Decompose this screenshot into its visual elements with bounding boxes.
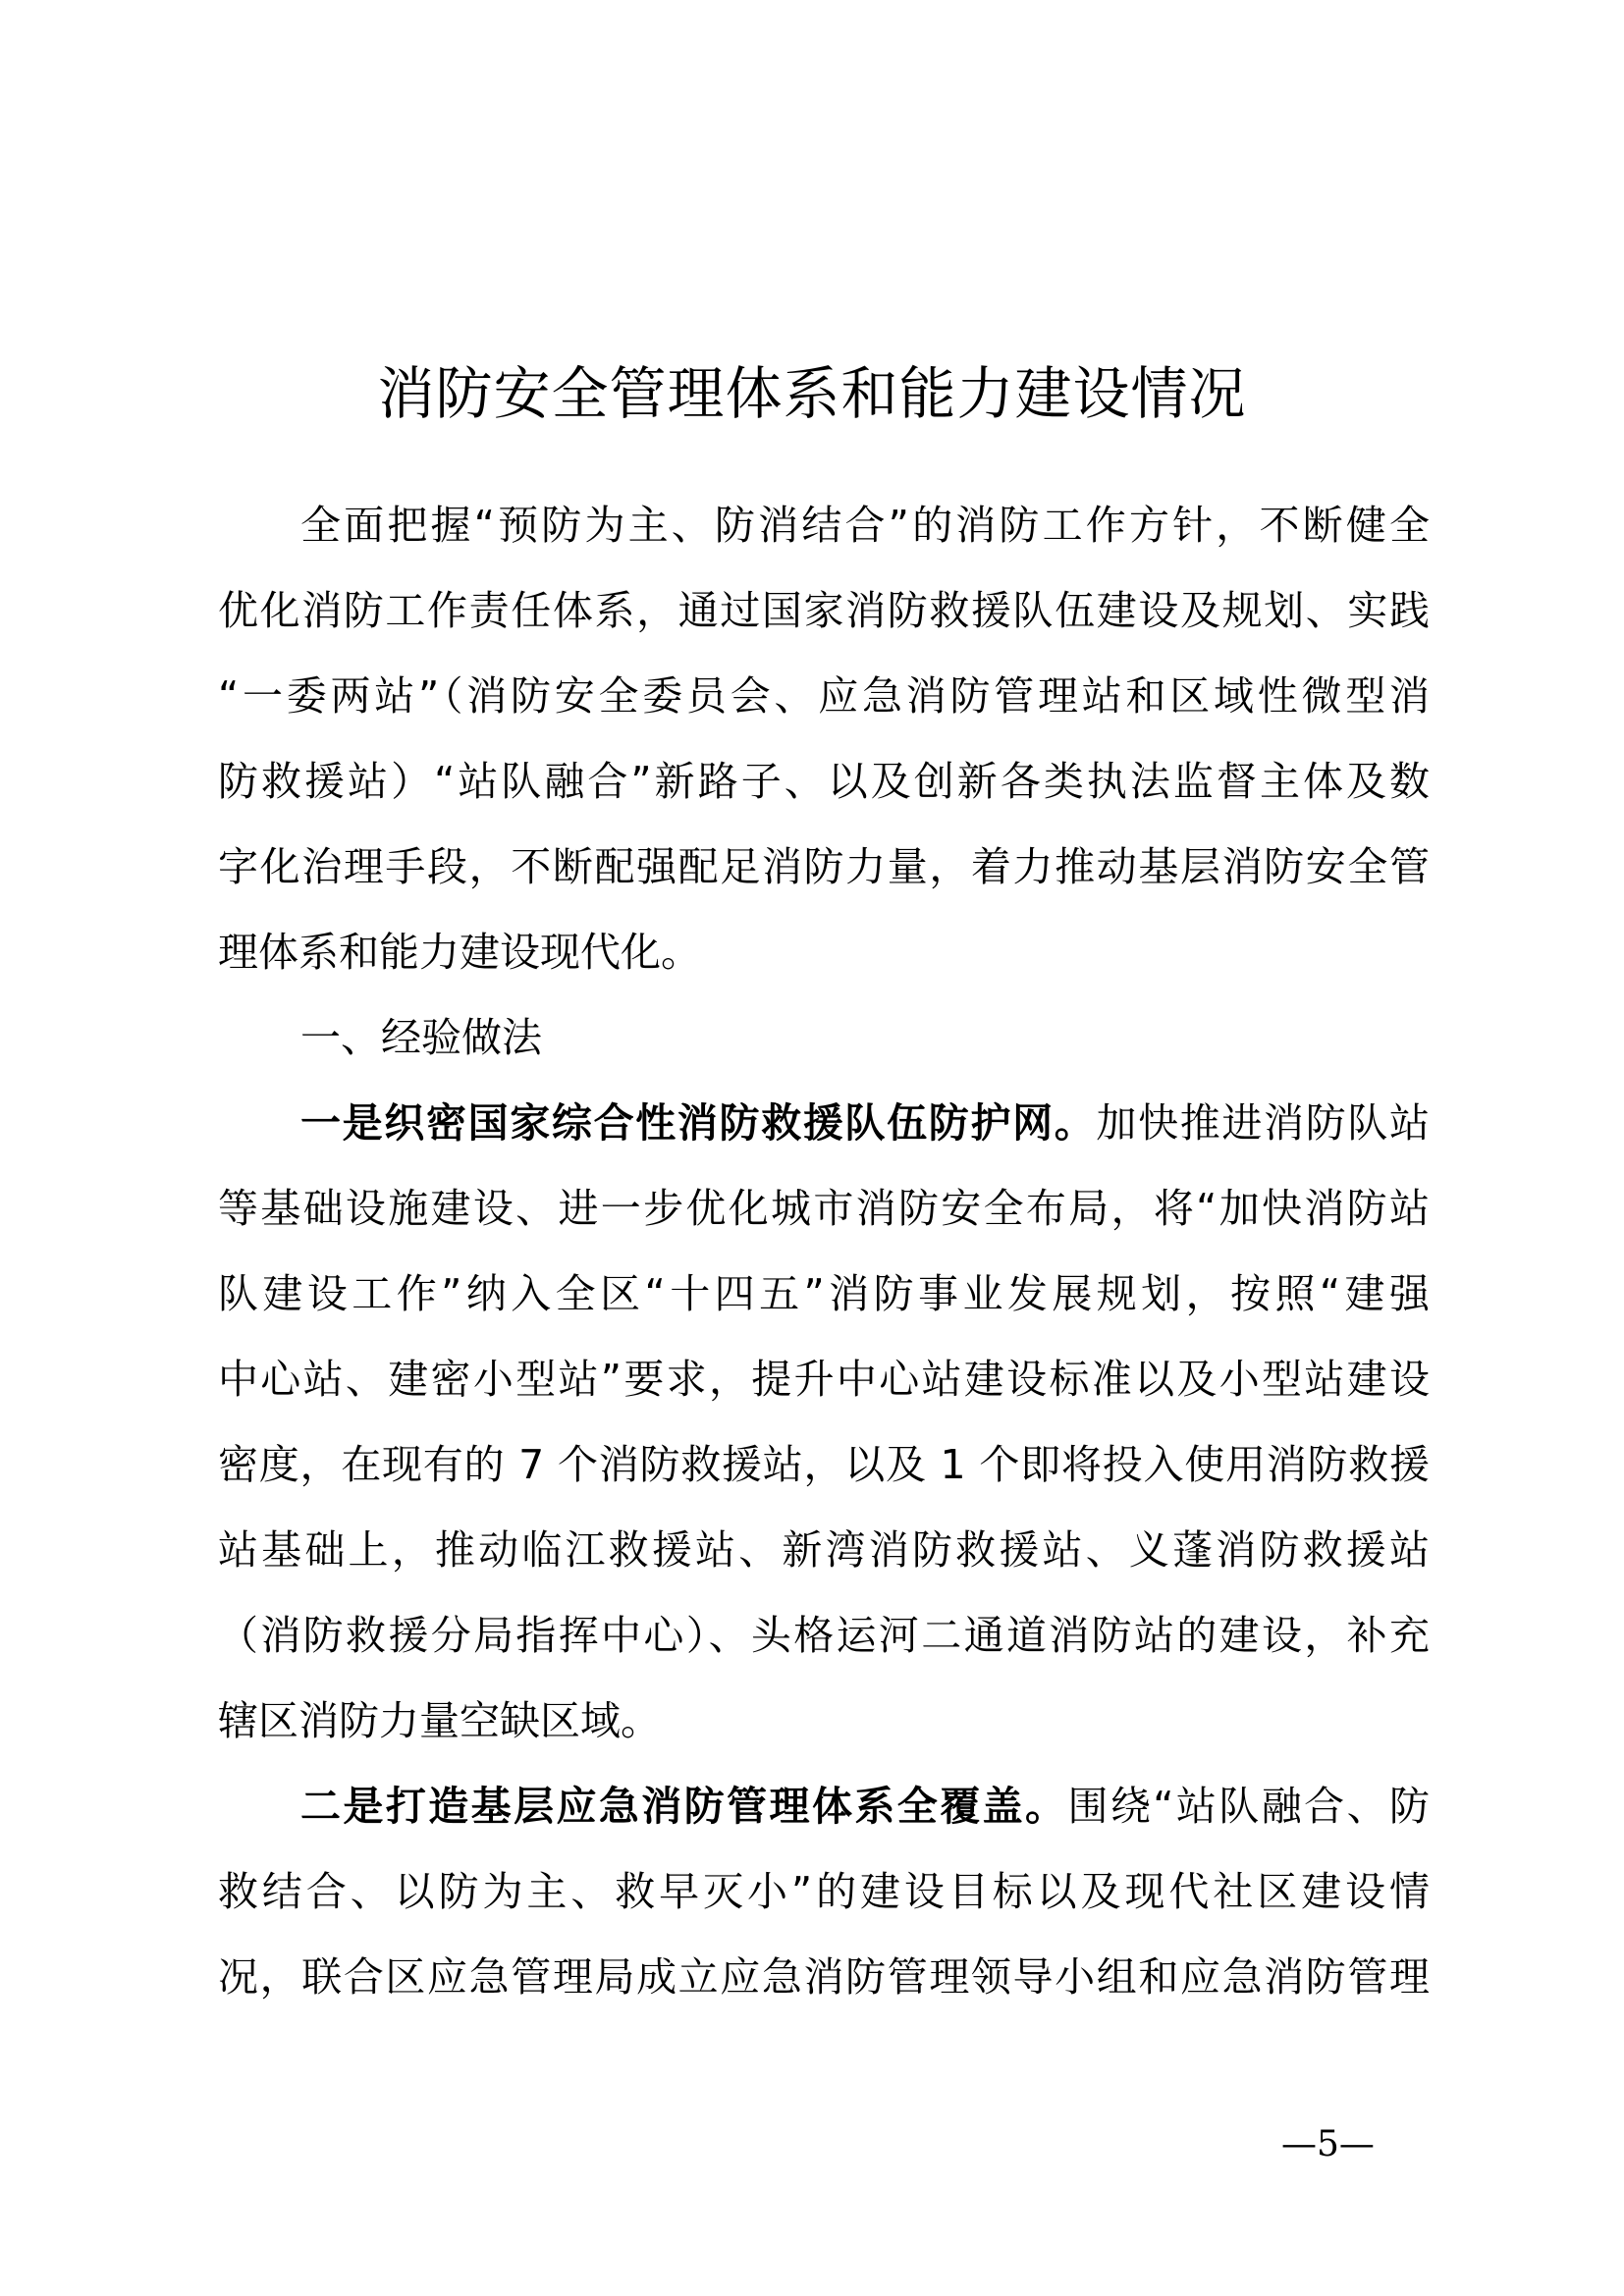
intro-line-1: 全面把握“预防为主、防消结合”的消防工作方针，不断健全 <box>300 502 1430 549</box>
document-title: 消防安全管理体系和能力建设情况 <box>377 359 1247 427</box>
paragraph-one-line-6: 站基础上，推动临江救援站、新湾消防救援站、义蓬消防救援站 <box>218 1526 1430 1574</box>
paragraph-one-line-5: 密度，在现有的 7 个消防救援站，以及 1 个即将投入使用消防救援 <box>218 1441 1430 1488</box>
paragraph-two-line-3: 况，联合区应急管理局成立应急消防管理领导小组和应急消防管理 <box>218 1953 1430 2001</box>
page-number: —5— <box>1281 2124 1375 2164</box>
paragraph-two-first-line-rest: 围绕“站队融合、防 <box>1067 1783 1431 1830</box>
paragraph-one-first-line-rest: 加快推进消防队站 <box>1096 1099 1430 1147</box>
intro-line-2: 优化消防工作责任体系，通过国家消防救援队伍建设及规划、实践 <box>218 587 1430 634</box>
paragraph-two-bold-lead: 二是打造基层应急消防管理体系全覆盖。 <box>300 1783 1068 1830</box>
intro-line-5: 字化治理手段，不断配强配足消防力量，着力推动基层消防安全管 <box>218 843 1430 890</box>
paragraph-one-bold-lead: 一是织密国家综合性消防救援队伍防护网。 <box>300 1099 1097 1147</box>
paragraph-one-line-2: 等基础设施建设、进一步优化城市消防安全布局，将“加快消防站 <box>218 1185 1430 1232</box>
paragraph-two-line-2: 救结合、以防为主、救早灭小”的建设目标以及现代社区建设情 <box>218 1868 1430 1915</box>
paragraph-one-first-line <box>300 1094 1430 1152</box>
intro-line-4: 防救援站）“站队融合”新路子、以及创新各类执法监督主体及数 <box>218 758 1430 805</box>
intro-line-6: 理体系和能力建设现代化。 <box>218 929 701 976</box>
section-heading: 一、经验做法 <box>300 1014 542 1061</box>
paragraph-two-first-line <box>300 1777 1430 1836</box>
paragraph-one-line-3: 队建设工作”纳入全区“十四五”消防事业发展规划，按照“建强 <box>218 1270 1430 1317</box>
paragraph-one-line-7: （消防救援分局指挥中心）、头格运河二通道消防站的建设，补充 <box>218 1612 1430 1659</box>
paragraph-one-line-4: 中心站、建密小型站”要求，提升中心站建设标准以及小型站建设 <box>218 1356 1430 1403</box>
paragraph-one-line-8: 辖区消防力量空缺区域。 <box>218 1697 661 1744</box>
intro-line-3: “一委两站”（消防安全委员会、应急消防管理站和区域性微型消 <box>218 672 1430 720</box>
